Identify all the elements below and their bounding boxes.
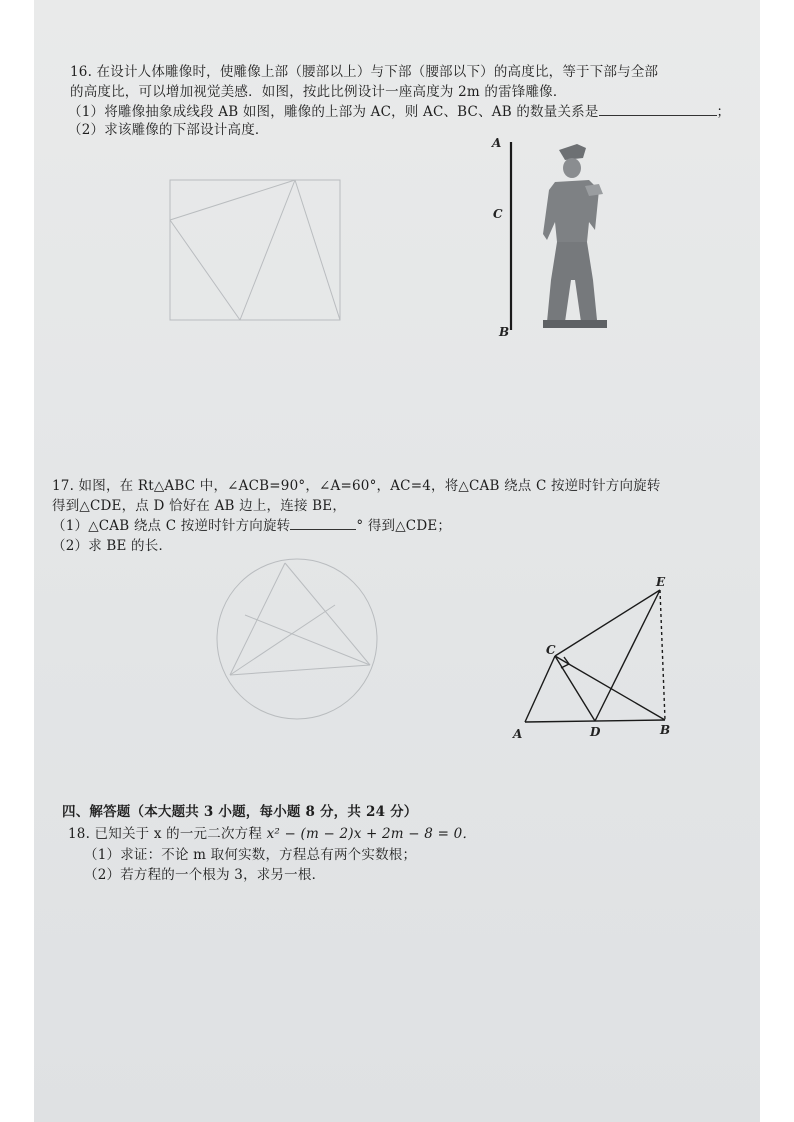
q17-figure [505,570,695,745]
q16-figure [485,130,630,345]
q18-part1: （1）求证：不论 m 取何实数，方程总有两个实数根； [84,847,417,863]
q17-part1-text: （1）△CAB 绕点 C 按逆时针方向旋转 [52,518,291,534]
q17-label-a: A [513,727,523,741]
q17-label-b: B [660,723,671,737]
q17-label-e: E [656,575,666,589]
q16-label-a: A [492,136,502,150]
q16-line2: 的高度比，可以增加视觉美感．如图，按此比例设计一座高度为 2m 的雷锋雕像． [70,84,567,100]
section4-title: 四、解答题 [62,804,131,820]
q16-line1: 16. 在设计人体雕像时，使雕像上部（腰部以上）与下部（腰部以下）的高度比，等于下部与全部 [70,64,659,80]
q18-text: 18. 已知关于 x 的一元二次方程 [68,826,267,842]
q17-line1: 17. 如图，在 Rt△ABC 中，∠ACB=90°，∠A=60°，AC=4，将△CAB 绕点 C 按逆时针方向旋转 [52,478,661,494]
q18-equation: x² − (m − 2)x + 2m − 8 = 0． [266,826,477,842]
q17-label-c: C [546,643,556,657]
segment-ac [525,656,555,722]
q17-part1 [52,514,451,534]
q16-part1-text: （1）将雕像抽象成线段 AB 如图，雕像的上部为 AC，则 AC、BC、AB 的数量关系是 [68,104,599,120]
q16-label-c: C [493,207,503,221]
q16-part1-suffix: ； [716,104,731,120]
exam-paper [34,0,760,1122]
segment-cd [555,656,595,721]
q18-part2: （2）若方程的一个根为 3，求另一根． [84,867,326,883]
q17-part1-suffix: ° 得到△CDE； [356,518,452,534]
bleed-through-circle [205,555,390,720]
segment-be [660,590,665,720]
segment-cb [555,656,665,720]
statue-image [543,144,607,328]
q17-answer-blank[interactable] [290,517,356,530]
q16-label-b: B [499,325,510,339]
section4-heading [62,800,417,820]
q17-line2: 得到△CDE，点 D 恰好在 AB 边上，连接 BE， [52,498,347,514]
q16-answer-blank[interactable] [599,103,717,116]
section4-desc: （本大题共 3 小题，每小题 8 分，共 24 分） [130,804,418,820]
q16-part2: （2）求该雕像的下部设计高度． [68,122,269,138]
q17-part2: （2）求 BE 的长． [52,538,173,554]
page-margin-right [760,0,794,1122]
q18-line1 [68,822,476,842]
q16-part1 [68,100,730,120]
bleed-through-figure [150,165,370,325]
q17-label-d: D [590,725,601,739]
